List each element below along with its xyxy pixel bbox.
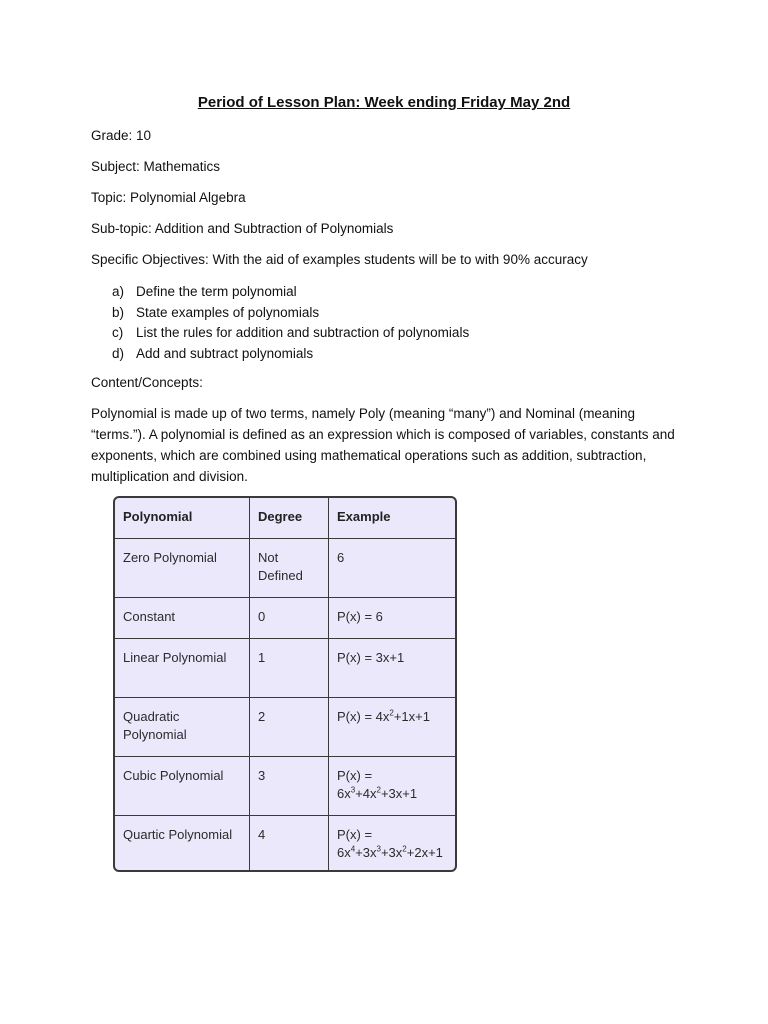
list-item-text: State examples of polynomials <box>136 304 320 320</box>
list-marker: d) <box>112 346 125 362</box>
table-row <box>115 538 455 597</box>
table-row <box>115 697 455 756</box>
polynomial-degree: 3 <box>250 756 329 815</box>
list-marker: b) <box>112 304 125 320</box>
polynomial-name: Cubic Polynomial <box>115 756 250 815</box>
list-item <box>112 323 469 344</box>
polynomial-example: P(x) = 6 <box>329 597 456 638</box>
table-row <box>115 756 455 815</box>
polynomial-table-container <box>113 496 457 872</box>
list-item-text: Define the term polynomial <box>136 284 297 299</box>
table-row <box>115 597 455 638</box>
polynomial-name: Linear Polynomial <box>115 638 250 697</box>
subject-line: Subject: Mathematics <box>91 159 221 174</box>
list-item-text: List the rules for addition and subtraction of polynomials <box>136 325 470 341</box>
polynomial-example: 6 <box>329 538 456 597</box>
polynomial-name: Quartic Polynomial <box>115 815 250 872</box>
header-degree: Degree <box>250 498 329 538</box>
topic-line: Topic: Polynomial Algebra <box>91 190 246 205</box>
objectives-intro: Specific Objectives: With the aid of examples students will be to with 90% accuracy <box>91 252 588 267</box>
list-item <box>112 303 469 324</box>
polynomial-degree: 1 <box>250 638 329 697</box>
polynomial-degree: 2 <box>250 697 329 756</box>
table-row <box>115 815 455 872</box>
table-row <box>115 638 455 697</box>
polynomial-degree: Not Defined <box>250 538 329 597</box>
polynomial-example: P(x) = 3x+1 <box>329 638 456 697</box>
polynomial-table <box>115 498 455 872</box>
polynomial-degree: 0 <box>250 597 329 638</box>
polynomial-degree: 4 <box>250 815 329 872</box>
content-heading: Content/Concepts: <box>91 375 203 390</box>
header-polynomial: Polynomial <box>115 498 250 538</box>
list-marker: a) <box>112 284 125 299</box>
polynomial-name: Quadratic Polynomial <box>115 697 250 756</box>
polynomial-name: Constant <box>115 597 250 638</box>
polynomial-example: $P(x) = 4x^2+1x+1$ <box>329 697 456 756</box>
polynomial-example: $P(x) = 6x^4+3x^3+3x^2+2x+1$ <box>329 815 456 872</box>
definition-paragraph: Polynomial is made up of two terms, namely Poly (meaning “many”) and Nominal (meaning “terms.”). A polynomial is defined as an expression which is composed of variables, constants and exponents, which are combined using mathematical operations such as addition, subtraction, multiplication and division. <box>91 406 675 484</box>
table-header-row <box>115 498 455 538</box>
list-item <box>112 344 469 365</box>
list-item <box>112 282 469 303</box>
polynomial-example: $P(x) = 6x^3+4x^2+3x+1$ <box>329 756 456 815</box>
objectives-list <box>112 282 469 365</box>
list-marker: c) <box>112 325 124 341</box>
header-example: Example <box>329 498 456 538</box>
list-item-text: Add and subtract polynomials <box>136 346 314 362</box>
page-title: Period of Lesson Plan: Week ending Friday May 2nd <box>197 94 571 111</box>
grade-line: Grade: 10 <box>91 128 152 143</box>
subtopic-line: Sub-topic: Addition and Subtraction of Polynomials <box>91 221 394 236</box>
polynomial-name: Zero Polynomial <box>115 538 250 597</box>
